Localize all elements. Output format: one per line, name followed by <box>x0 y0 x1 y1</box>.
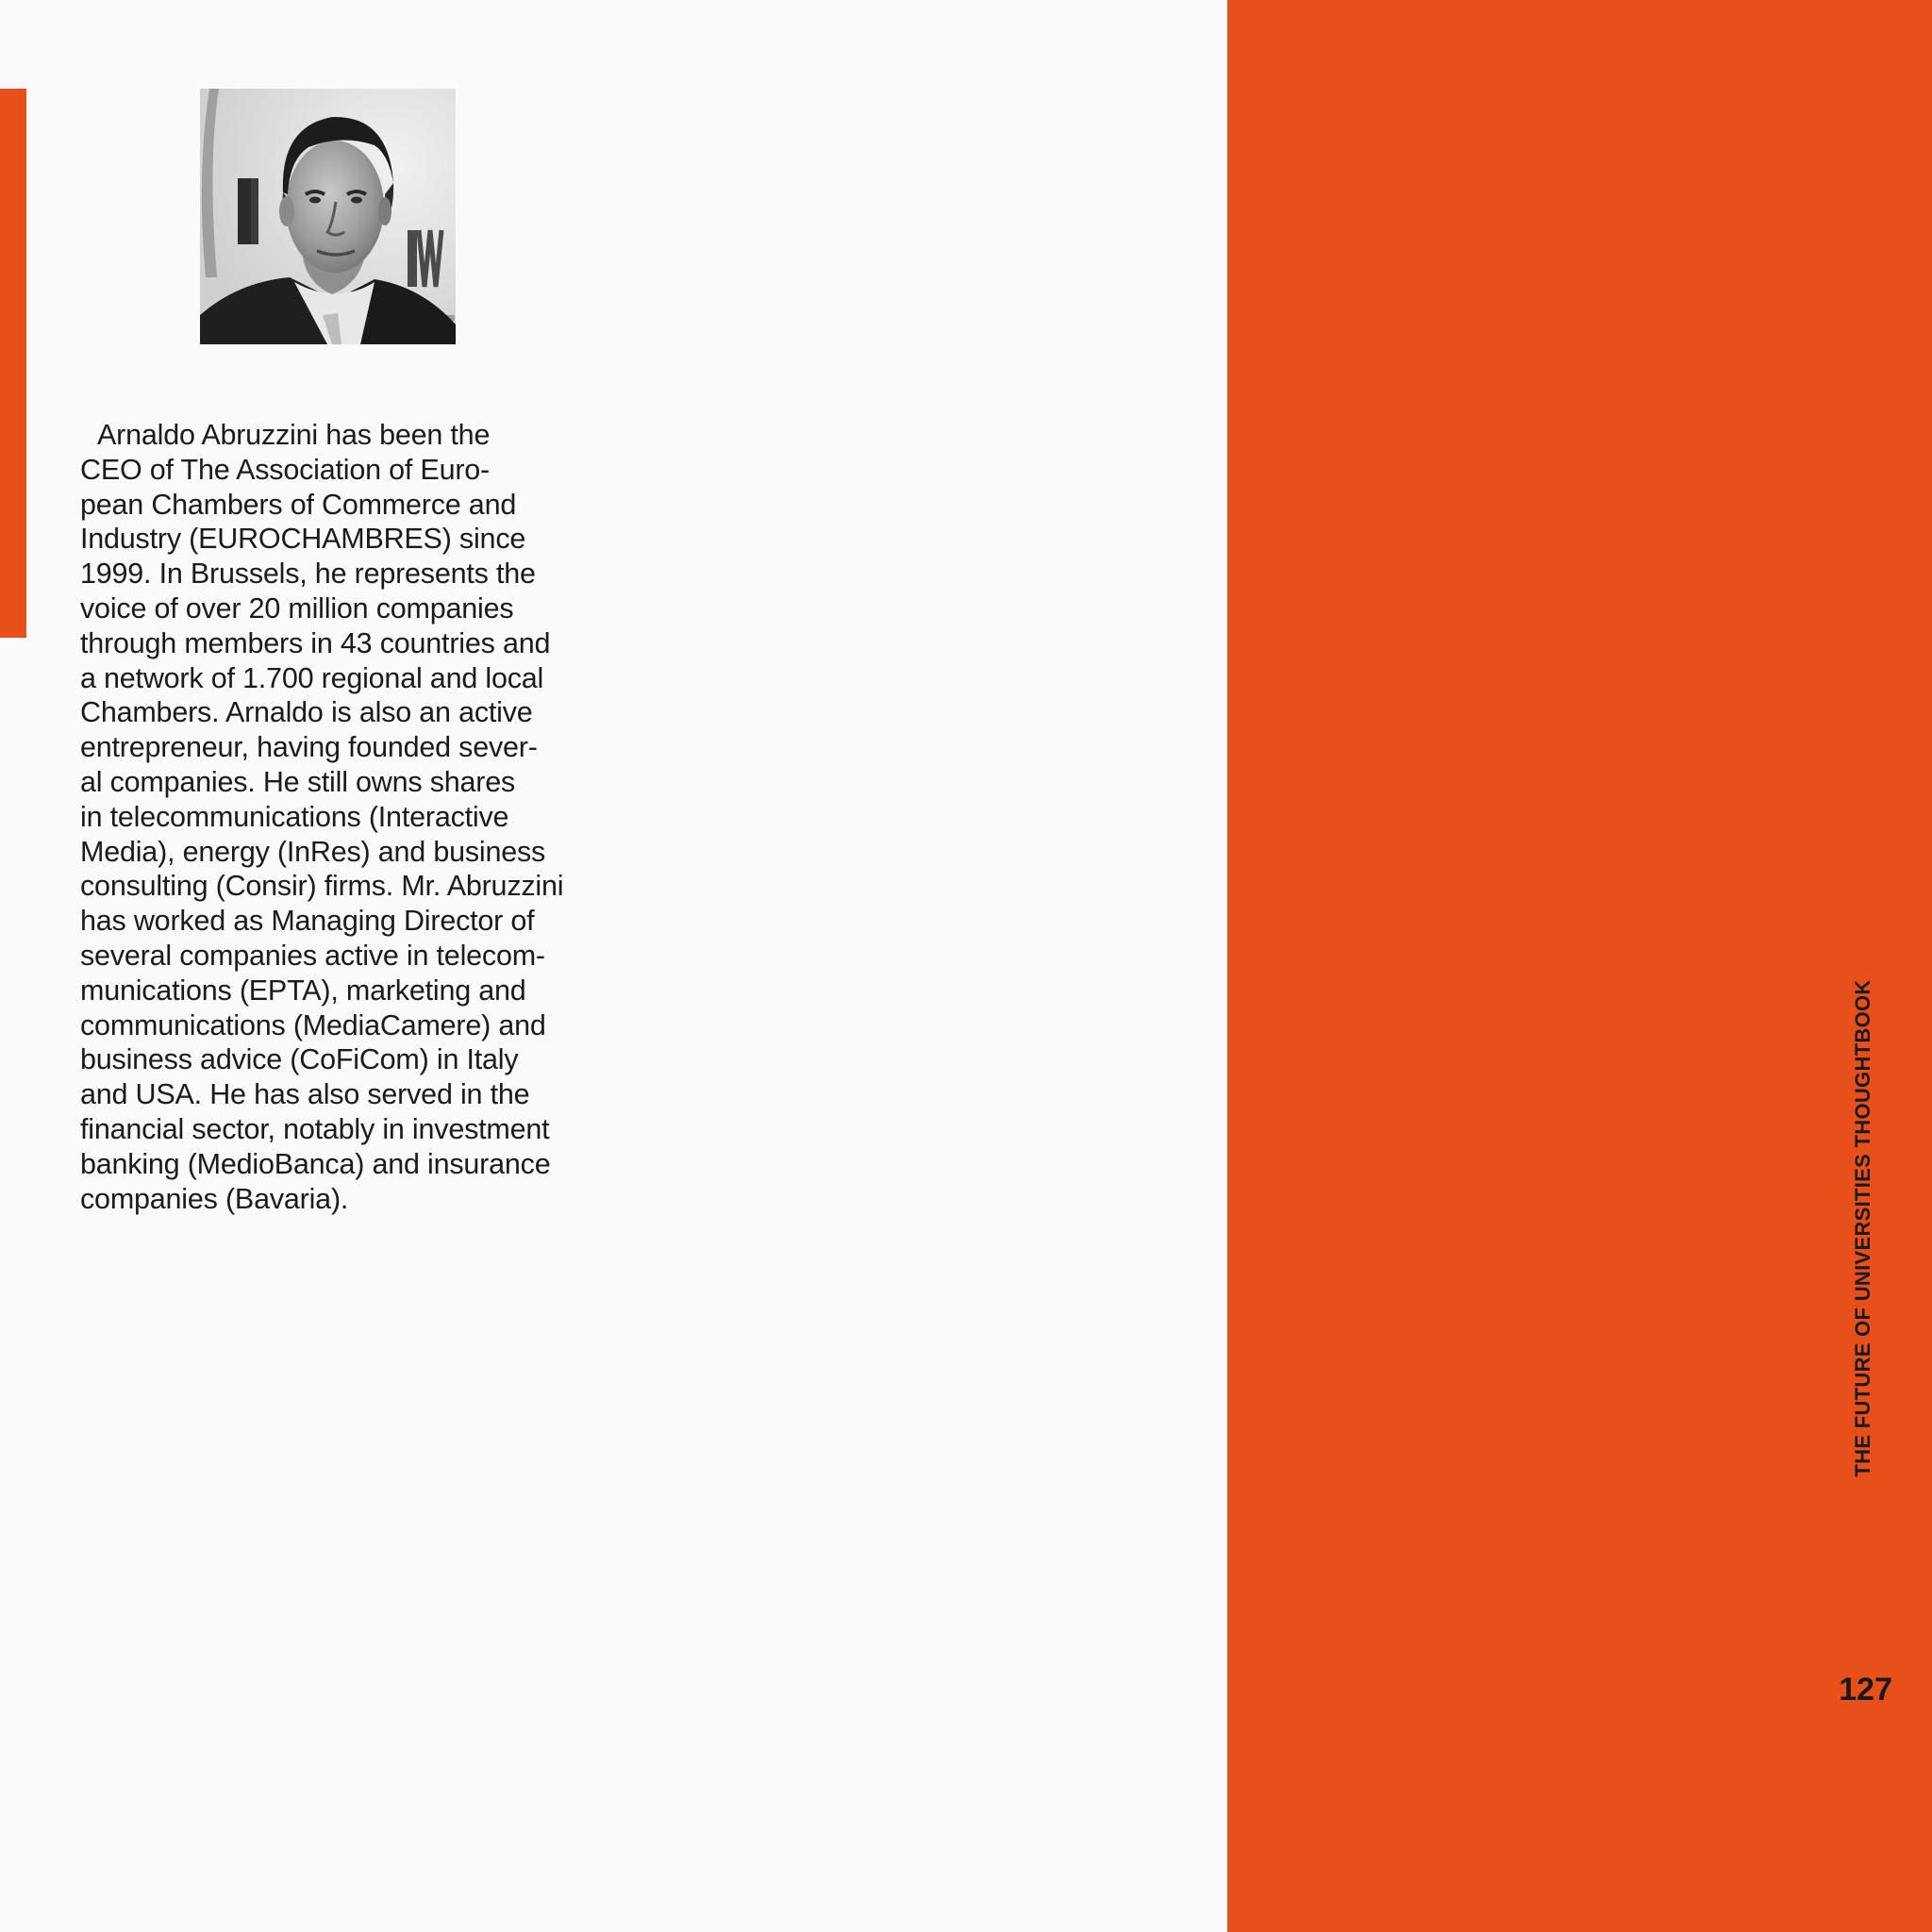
portrait-illustration <box>200 89 456 344</box>
bio-line: Arnaldo Abruzzini has been the <box>97 419 491 451</box>
bio-line: pean Chambers of Commerce and <box>80 488 517 521</box>
author-portrait <box>200 89 456 344</box>
bio-line: Industry (EUROCHAMBRES) since <box>80 523 526 556</box>
bio-line: munications (EPTA), marketing and <box>80 974 526 1007</box>
bio-line: communications (MediaCamere) and <box>80 1008 546 1041</box>
bio-line: companies (Bavaria). <box>80 1182 349 1215</box>
bio-line: Chambers. Arnaldo is also an active <box>80 696 533 729</box>
bio-line: business advice (CoFiCom) in Italy <box>80 1043 519 1076</box>
bio-line: CEO of The Association of Euro- <box>80 453 491 486</box>
bio-line: entrepreneur, having founded sever- <box>80 731 538 764</box>
bio-line: and USA. He has also served in the <box>80 1078 530 1111</box>
bio-line: consulting (Consir) firms. Mr. Abruzzini <box>80 870 564 903</box>
right-accent-panel <box>1227 0 1932 1932</box>
bio-line: several companies active in telecom- <box>80 939 545 972</box>
bio-line: 1999. In Brussels, he represents the <box>80 558 536 591</box>
bio-line: banking (MedioBanca) and insurance <box>80 1147 551 1180</box>
page-number: 127 <box>1839 1672 1892 1707</box>
bio-line: a network of 1.700 regional and local <box>80 661 544 694</box>
bio-line: Media), energy (InRes) and business <box>80 835 546 868</box>
running-head: THE FUTURE OF UNIVERSITIES THOUGHTBOOK <box>1851 979 1874 1477</box>
biography-paragraph <box>80 418 608 1216</box>
bio-line: al companies. He still owns shares <box>80 765 516 798</box>
bio-line: voice of over 20 million companies <box>80 591 514 625</box>
left-accent-bar <box>0 89 26 638</box>
bio-line: in telecommunications (Interactive <box>80 800 509 833</box>
bio-line: has worked as Managing Director of <box>80 905 535 938</box>
bio-line: through members in 43 countries and <box>80 626 551 659</box>
bio-line: financial sector, notably in investment <box>80 1112 550 1145</box>
